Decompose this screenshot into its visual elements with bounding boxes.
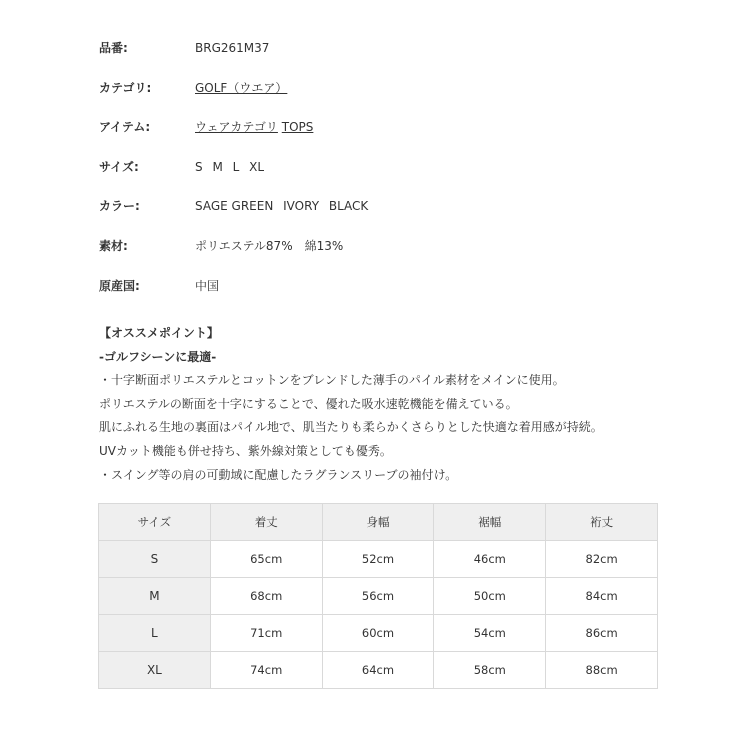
description-line: 肌にふれる生地の裏面はパイル地で、肌当たりも柔らかくさらりとした快適な着用感が持続。 <box>99 420 603 435</box>
size-cell: M <box>99 578 211 615</box>
table-cell: 88cm <box>546 652 658 689</box>
description-line: UVカット機能も併せ持ち、紫外線対策としても優秀。 <box>99 443 392 458</box>
header-cell: 裄丈 <box>546 504 658 541</box>
material-value: ポリエステル87% 綿13% <box>195 238 344 253</box>
color-values <box>195 196 659 216</box>
spec-row-material <box>99 236 659 276</box>
spec-label: サイズ: <box>99 159 139 174</box>
description-line: ・スイング等の肩の可動域に配慮したラグランスリーブの袖付け。 <box>99 467 458 482</box>
spec-label: 原産国: <box>99 278 140 293</box>
table-cell: 60cm <box>322 615 434 652</box>
recommend-points <box>99 322 659 487</box>
size-table-header-row <box>99 504 658 541</box>
table-cell: 82cm <box>546 541 658 578</box>
header-cell: サイズ <box>99 504 211 541</box>
table-cell: 65cm <box>210 541 322 578</box>
spec-label: 品番: <box>99 41 128 55</box>
spec-label: 素材: <box>99 238 128 253</box>
spec-row-origin <box>99 276 659 316</box>
table-cell: 64cm <box>322 652 434 689</box>
size-cell: S <box>99 541 211 578</box>
table-row <box>99 541 658 578</box>
table-cell: 68cm <box>210 578 322 615</box>
category-value <box>195 78 659 98</box>
table-row <box>99 652 658 689</box>
size-option: L <box>232 159 240 174</box>
origin-value: 中国 <box>195 278 220 293</box>
table-cell: 86cm <box>546 615 658 652</box>
table-row <box>99 578 658 615</box>
table-cell: 58cm <box>434 652 546 689</box>
table-cell: 56cm <box>322 578 434 615</box>
size-cell: L <box>99 615 211 652</box>
table-cell: 54cm <box>434 615 546 652</box>
spec-label: カラー: <box>99 199 140 214</box>
spec-row-category <box>99 78 659 118</box>
product-number: BRG261M37 <box>195 41 270 55</box>
size-cell: XL <box>99 652 211 689</box>
size-option: M <box>212 159 223 174</box>
table-cell: 84cm <box>546 578 658 615</box>
table-cell: 52cm <box>322 541 434 578</box>
spec-row-color <box>99 196 659 236</box>
color-option: SAGE GREEN <box>195 199 274 214</box>
color-option: IVORY <box>283 199 320 214</box>
size-option: XL <box>249 159 265 174</box>
recommend-heading: 【オススメポイント】 <box>99 326 219 340</box>
spec-row-product-no <box>99 38 659 78</box>
wear-category-link[interactable]: ウェアカテゴリ <box>195 120 278 135</box>
description-line: ・十字断面ポリエステルとコットンをブレンドした薄手のパイル素材をメインに使用。 <box>99 373 565 388</box>
header-cell: 身幅 <box>322 504 434 541</box>
spec-label: カテゴリ: <box>99 80 152 95</box>
spec-row-item <box>99 117 659 157</box>
table-cell: 50cm <box>434 578 546 615</box>
color-option: BLACK <box>328 199 369 214</box>
item-value <box>195 117 659 137</box>
tops-link[interactable]: TOPS <box>281 120 314 135</box>
table-cell: 46cm <box>434 541 546 578</box>
recommend-subheading: -ゴルフシーンに最適- <box>99 349 217 364</box>
size-table <box>98 503 658 689</box>
table-cell: 71cm <box>210 615 322 652</box>
table-row <box>99 615 658 652</box>
size-values <box>195 157 659 177</box>
spec-row-size <box>99 157 659 197</box>
spec-label: アイテム: <box>99 120 151 135</box>
header-cell: 裾幅 <box>434 504 546 541</box>
size-option: S <box>195 159 203 174</box>
table-cell: 74cm <box>210 652 322 689</box>
spec-list <box>99 38 659 315</box>
header-cell: 着丈 <box>210 504 322 541</box>
description-line: ポリエステルの断面を十字にすることで、優れた吸水速乾機能を備えている。 <box>99 396 518 411</box>
category-link[interactable]: GOLF（ウエア） <box>195 80 288 95</box>
